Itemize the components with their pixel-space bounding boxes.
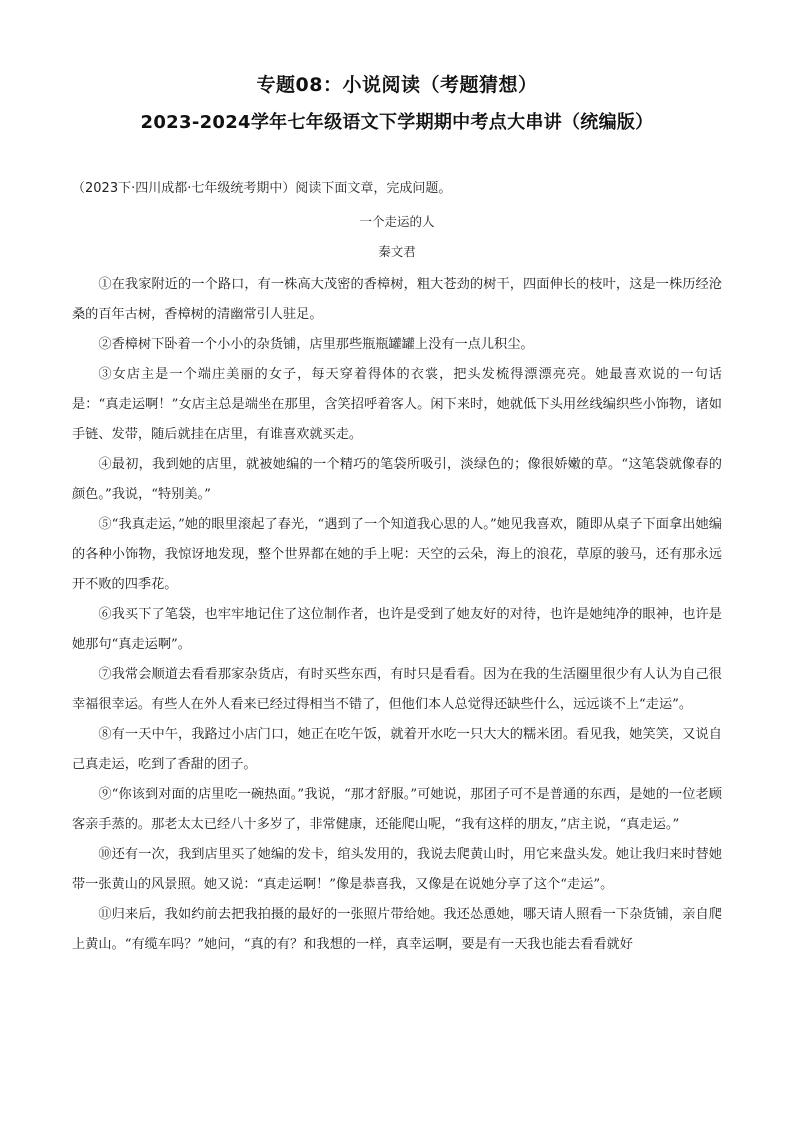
article-body xyxy=(72,270,722,960)
paragraph-9: ⑨“你该到对面的店里吃一碗热面。”我说，“那才舒服。”可她说，那团子可不是普通的东西，是她的一位老顾客亲手蒸的。那老太太已经八十多岁了，非常健康，还能爬山呢，“我有这样的朋友，”店主说，“真走运。” xyxy=(72,787,722,832)
page-title: 专题08：小说阅读（考题猜想） xyxy=(256,74,538,96)
paragraph-6: ⑥我买下了笔袋，也牢牢地记住了这位制作者，也许是受到了她友好的对待，也许是她纯净的眼神，也许是她那句“真走运啊”。 xyxy=(72,607,722,652)
paragraph-1: ①在我家附近的一个路口，有一株高大茂密的香樟树，粗大苍劲的树干，四面伸长的枝叶，这是一株历经沧桑的百年古树，香樟树的清幽常引人驻足。 xyxy=(72,277,722,322)
question-source: （2023下·四川成都·七年级统考期中）阅读下面文章，完成问题。 xyxy=(72,181,452,196)
paragraph-11: ⑪归来后，我如约前去把我拍摄的最好的一张照片带给她。我还怂恿她，哪天请人照看一下杂货铺，亲自爬上黄山。“有缆车吗？”她问，“真的有？和我想的一样，真幸运啊，要是有一天我也能去看看就好 xyxy=(72,907,722,952)
article-title: 一个走运的人 xyxy=(359,214,435,229)
paragraph-3: ③女店主是一个端庄美丽的女子，每天穿着得体的衣裳，把头发梳得漂漂亮亮。她最喜欢说的一句话是：“真走运啊！”女店主总是端坐在那里，含笑招呼着客人。闲下来时，她就低下头用丝线编织些小饰物，诸如手链、发带，随后就挂在店里，有谁喜欢就买走。 xyxy=(72,367,722,442)
paragraph-4: ④最初，我到她的店里，就被她编的一个精巧的笔袋所吸引，淡绿色的；像很娇嫩的草。“这笔袋就像春的颜色。”我说，“特别美。” xyxy=(72,457,722,502)
paragraph-2: ②香樟树下卧着一个小小的杂货铺，店里那些瓶瓶罐罐上没有一点儿积尘。 xyxy=(98,337,534,352)
paragraph-10: ⑩还有一次，我到店里买了她编的发卡，绾头发用的，我说去爬黄山时，用它来盘头发。她让我归来时替她带一张黄山的风景照。她又说：“真走运啊！”像是恭喜我，又像是在说她分享了这个“走运”。 xyxy=(72,847,722,892)
paragraph-8: ⑧有一天中午，我路过小店门口，她正在吃午饭，就着开水吃一只大大的糯米团。看见我，她笑笑，又说自己真走运，吃到了香甜的团子。 xyxy=(72,727,722,772)
page-subtitle: 2023-2024学年七年级语文下学期期中考点大串讲（统编版） xyxy=(140,112,654,133)
paragraph-7: ⑦我常会顺道去看看那家杂货店，有时买些东西，有时只是看看。因为在我的生活圈里很少有人认为自己很幸福很幸运。有些人在外人看来已经过得相当不错了，但他们本人总觉得还缺些什么，远远谈不上“走运”。 xyxy=(72,667,722,712)
paragraph-5: ⑤“我真走运，”她的眼里滚起了春光，“遇到了一个知道我心思的人。”她见我喜欢，随即从桌子下面拿出她编的各种小饰物，我惊讶地发现，整个世界都在她的手上呢：天空的云朵，海上的浪花，草原的骏马，还有那永远开不败的四季花。 xyxy=(72,517,722,592)
article-author: 秦文君 xyxy=(378,244,416,259)
